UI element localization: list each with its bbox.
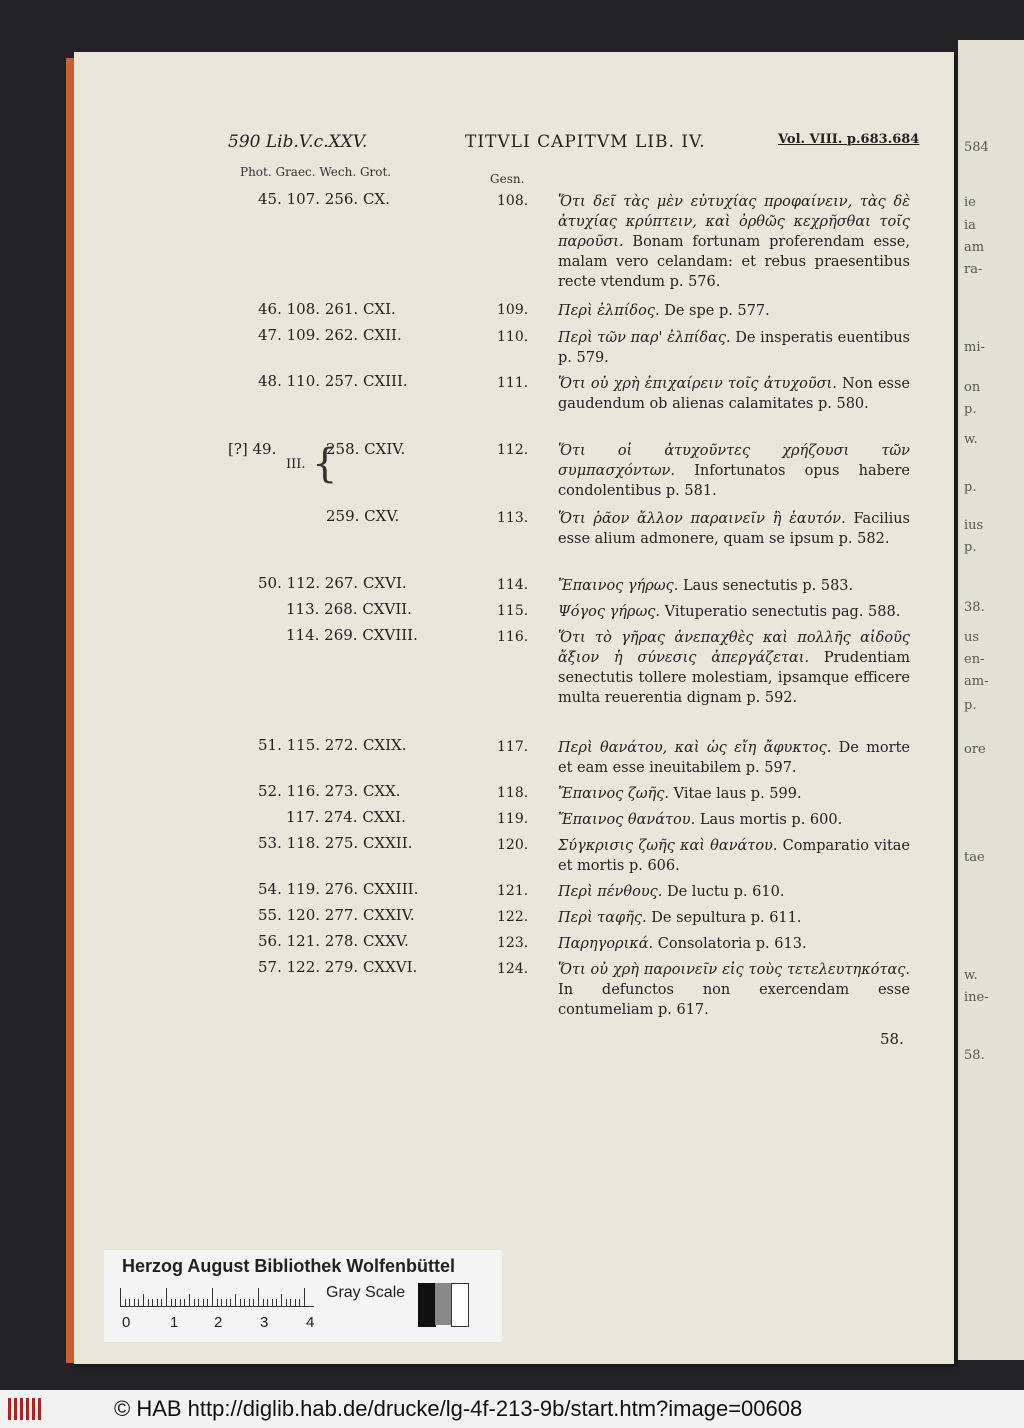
latin-title: Vitae laus p. 599. xyxy=(673,786,802,802)
latin-title: Vituperatio senectutis pag. 588. xyxy=(664,604,901,620)
running-header-left: 590 Lib.V.c.XXV. xyxy=(228,132,368,152)
facing-page-text: p. xyxy=(964,402,977,417)
running-header-title: TITVLI CAPITVM LIB. IV. xyxy=(465,132,706,152)
facing-page-text: p. xyxy=(964,698,977,713)
greek-title: Ὅτι ῥᾶον ἄλλον παραινεῖν ἢ ἑαυτόν. xyxy=(558,511,846,527)
latin-title: Comparatio vitae et mortis p. 606. xyxy=(558,838,911,874)
edition-numbers: 53. 118. 275. CXXII. xyxy=(258,834,413,852)
ruler-tick xyxy=(171,1299,172,1306)
edition-numbers: 52. 116. 273. CXX. xyxy=(258,782,401,800)
chapter-entry xyxy=(558,441,910,501)
latin-title: Laus mortis p. 600. xyxy=(699,812,843,828)
footer-bar xyxy=(0,1390,1024,1428)
ruler-number: 0 xyxy=(122,1314,131,1331)
greek-title: Περὶ ταφῆς. xyxy=(558,910,647,926)
ruler-tick xyxy=(295,1299,296,1306)
edition-numbers: 48. 110. 257. CXIII. xyxy=(258,372,408,390)
ruler-tick xyxy=(221,1299,222,1306)
ruler-tick xyxy=(253,1299,254,1306)
ruler-tick xyxy=(244,1299,245,1306)
facing-page-text: ia xyxy=(964,218,976,233)
ruler-tick xyxy=(281,1294,282,1306)
gesn-number: 114. xyxy=(497,577,529,593)
catchword: 58. xyxy=(880,1030,904,1048)
latin-title: De morte et eam esse ineuitabilem p. 597. xyxy=(558,740,910,776)
latin-title: De insperatis euentibus p. 579. xyxy=(558,330,910,366)
gesn-number: 111. xyxy=(497,375,529,391)
chapter-entry xyxy=(558,836,910,876)
facing-page-text: 584 xyxy=(964,140,989,155)
facing-page-text: ine- xyxy=(964,990,989,1005)
gesn-number: 123. xyxy=(497,935,529,951)
latin-title: Consolatoria p. 613. xyxy=(657,936,807,952)
brace-top: { xyxy=(312,441,338,487)
latin-title: De luctu p. 610. xyxy=(666,884,785,900)
hab-logo-icon xyxy=(38,1398,41,1420)
ruler-tick xyxy=(299,1299,300,1306)
greek-title: Περὶ πένθους. xyxy=(558,884,663,900)
edition-numbers: [?] 49. xyxy=(228,440,277,458)
gesn-number: 110. xyxy=(497,329,529,345)
chapter-entry xyxy=(558,328,910,368)
gray-scale-label: Gray Scale xyxy=(326,1284,406,1301)
greek-title: Ὅτι δεῖ τὰς μὲν εὐτυχίας προφαίνειν, τὰς δὲ ἀτυχίας κρύπτειν, καὶ ὀρθῶς κεχρῆσθαι τοῖς παροῦσι. xyxy=(558,194,910,250)
ruler-tick xyxy=(235,1294,236,1306)
greek-title: Παρηγορικά. xyxy=(558,936,654,952)
ruler-tick xyxy=(148,1299,149,1306)
facing-page-text: ie xyxy=(964,195,976,210)
hab-logo-icon xyxy=(14,1398,17,1420)
hab-logo-icon xyxy=(26,1398,29,1420)
facing-page-text: p. xyxy=(964,540,977,555)
facing-page-text: mi- xyxy=(964,340,985,355)
ruler-tick xyxy=(138,1299,139,1306)
facing-page-text: 58. xyxy=(964,1048,985,1063)
facing-page-text: en- xyxy=(964,652,985,667)
chapter-entry xyxy=(558,628,910,708)
greek-title: Ὅτι οὐ χρὴ παροινεῖν εἰς τοὺς τετελευτηκότας. xyxy=(558,962,910,978)
ruler-tick xyxy=(304,1288,305,1306)
ruler-number: 4 xyxy=(306,1314,315,1331)
greek-title: Ὅτι οὐ χρὴ ἐπιχαίρειν τοῖς ἀτυχοῦσι. xyxy=(558,376,837,392)
footer-copyright-link[interactable]: © HAB http://diglib.hab.de/drucke/lg-4f-213-9b/start.htm?image=00608 xyxy=(114,1396,803,1421)
facing-page-text: us xyxy=(964,630,980,645)
chapter-entry xyxy=(558,810,910,830)
chapter-entry xyxy=(558,374,910,414)
hab-logo-icon xyxy=(20,1398,23,1420)
ruler-tick xyxy=(249,1299,250,1306)
brace-bottom-numbers: 259. CXV. xyxy=(326,507,400,525)
ruler-tick xyxy=(226,1299,227,1306)
ruler-tick xyxy=(203,1299,204,1306)
gray-swatch-black xyxy=(418,1283,436,1327)
ruler-tick xyxy=(286,1299,287,1306)
facing-page-text: ore xyxy=(964,742,986,757)
latin-title: Prudentiam senectutis tollere molestiam, ipsamque efficere multa reuerentia dignam p. 592. xyxy=(558,650,910,706)
column-header-gesn: Gesn. xyxy=(490,172,525,186)
facing-page-text: w. xyxy=(964,968,978,983)
facing-page-text: w. xyxy=(964,432,978,447)
facing-page-text: tae xyxy=(964,850,985,865)
facing-page-text: ius xyxy=(964,518,984,533)
edition-numbers: 56. 121. 278. CXXV. xyxy=(258,932,409,950)
ruler-tick xyxy=(166,1288,167,1306)
gesn-number: 109. xyxy=(497,302,529,318)
chapter-entry xyxy=(558,882,910,902)
greek-title: Ὅτι οἱ ἀτυχοῦντες χρήζουσι τῶν συμπασχόντων. xyxy=(558,443,910,479)
gesn-number: 117. xyxy=(497,739,529,755)
edition-numbers: 114. 269. CXVIII. xyxy=(286,626,418,644)
greek-title: Ψόγος γήρως. xyxy=(558,604,661,620)
cm-ruler xyxy=(120,1286,314,1307)
ruler-tick xyxy=(207,1299,208,1306)
ruler-tick xyxy=(240,1299,241,1306)
ruler-tick xyxy=(194,1299,195,1306)
gesn-number: 113. xyxy=(497,510,529,526)
facing-page-text: p. xyxy=(964,480,977,495)
ruler-tick xyxy=(134,1299,135,1306)
brace-top-numbers: 258. CXIV. xyxy=(326,440,406,458)
ruler-tick xyxy=(125,1299,126,1306)
ruler-tick xyxy=(198,1299,199,1306)
ruler-tick xyxy=(184,1299,185,1306)
facing-page-text: 38. xyxy=(964,600,985,615)
latin-title: De sepultura p. 611. xyxy=(651,910,802,926)
ruler-number: 1 xyxy=(170,1314,179,1331)
ruler-tick xyxy=(120,1288,121,1306)
chapter-entry xyxy=(558,934,910,954)
ruler-tick xyxy=(143,1294,144,1306)
gesn-number: 118. xyxy=(497,785,529,801)
greek-title: Ἔπαινος θανάτου. xyxy=(558,812,696,828)
gesn-number: 116. xyxy=(497,629,529,645)
ruler-number: 3 xyxy=(260,1314,269,1331)
gray-swatch-white xyxy=(451,1283,469,1327)
greek-title: Σύγκρισις ζωῆς καὶ θανάτου. xyxy=(558,838,778,854)
gesn-number: 122. xyxy=(497,909,529,925)
running-header-right: Vol. VIII. p.683.684 xyxy=(778,132,920,147)
brace-prefix: III. xyxy=(286,457,306,472)
gesn-number: 120. xyxy=(497,837,529,853)
gesn-number: 108. xyxy=(497,193,529,209)
chapter-entry xyxy=(558,576,910,596)
edition-numbers: 117. 274. CXXI. xyxy=(286,808,406,826)
facing-page-edge xyxy=(958,40,1024,1360)
edition-numbers: 47. 109. 262. CXII. xyxy=(258,326,402,344)
gray-swatch-gray xyxy=(435,1283,451,1325)
edition-numbers: 45. 107. 256. CX. xyxy=(258,190,390,208)
ruler-number: 2 xyxy=(214,1314,223,1331)
facing-page-text: am- xyxy=(964,674,989,689)
facing-page-text: am xyxy=(964,240,985,255)
gesn-number: 124. xyxy=(497,961,529,977)
ruler-tick xyxy=(157,1299,158,1306)
greek-title: Ἔπαινος ζωῆς. xyxy=(558,786,670,802)
greek-title: Ἔπαινος γήρως. xyxy=(558,578,679,594)
ruler-tick xyxy=(290,1299,291,1306)
latin-title: Non esse gaudendum ob alienas calamitates p. 580. xyxy=(558,376,911,412)
edition-numbers: 54. 119. 276. CXXIII. xyxy=(258,880,419,898)
ruler-tick xyxy=(230,1299,231,1306)
gesn-number: 119. xyxy=(497,811,529,827)
ruler-tick xyxy=(152,1299,153,1306)
edition-numbers: 113. 268. CXVII. xyxy=(286,600,412,618)
ruler-tick xyxy=(258,1288,259,1306)
chapter-entry xyxy=(558,192,910,292)
ruler-tick xyxy=(180,1299,181,1306)
gesn-number: 121. xyxy=(497,883,529,899)
latin-title: Infortunatos opus habere condolentibus p. 581. xyxy=(558,463,910,499)
library-name: Herzog August Bibliothek Wolfenbüttel xyxy=(122,1256,455,1276)
ruler-tick xyxy=(189,1294,190,1306)
library-scale-label xyxy=(104,1250,502,1342)
ruler-tick xyxy=(175,1299,176,1306)
latin-title: In defunctos non exercendam esse contumeliam p. 617. xyxy=(558,982,910,1018)
latin-title: De spe p. 577. xyxy=(664,303,770,319)
chapter-entry xyxy=(558,301,910,321)
greek-title: Ὅτι τὸ γῆρας ἀνεπαχθὲς καὶ πολλῆς αἰδοῦς ἄξιον ἡ σύνεσις ἀπεργάζεται. xyxy=(558,630,910,666)
chapter-entry xyxy=(558,738,910,778)
ruler-tick xyxy=(161,1299,162,1306)
ruler-tick xyxy=(217,1299,218,1306)
chapter-entry xyxy=(558,509,910,549)
gesn-number: 112. xyxy=(497,442,529,458)
facing-page-text: ra- xyxy=(964,262,983,277)
ruler-tick xyxy=(263,1299,264,1306)
greek-title: Περὶ θανάτου, καὶ ὡς εἴη ἄφυκτος. xyxy=(558,740,832,756)
hab-logo-icon xyxy=(32,1398,35,1420)
ruler-tick xyxy=(276,1299,277,1306)
latin-title: Bonam fortunam proferendam esse, malam vero celandam: et rebus praesentibus recte vtendum p. 576. xyxy=(558,234,910,290)
facing-page-text: on xyxy=(964,380,981,395)
hab-logo-icon xyxy=(8,1398,11,1420)
ruler-tick xyxy=(129,1299,130,1306)
edition-numbers: 50. 112. 267. CXVI. xyxy=(258,574,407,592)
chapter-entry xyxy=(558,602,910,622)
latin-title: Facilius esse alium admonere, quam se ipsum p. 582. xyxy=(558,511,911,547)
chapter-entry xyxy=(558,908,910,928)
edition-numbers: 46. 108. 261. CXI. xyxy=(258,300,396,318)
column-header-editions: Phot. Graec. Wech. Grot. xyxy=(240,165,392,179)
greek-title: Περὶ τῶν παρ' ἐλπίδας. xyxy=(558,330,731,346)
greek-title: Περὶ ἐλπίδος. xyxy=(558,303,660,319)
ruler-tick xyxy=(272,1299,273,1306)
ruler-tick xyxy=(267,1299,268,1306)
chapter-entry xyxy=(558,960,910,1020)
edition-numbers: 51. 115. 272. CXIX. xyxy=(258,736,407,754)
latin-title: Laus senectutis p. 583. xyxy=(682,578,854,594)
edition-numbers: 55. 120. 277. CXXIV. xyxy=(258,906,415,924)
ruler-tick xyxy=(212,1288,213,1306)
chapter-entry xyxy=(558,784,910,804)
edition-numbers: 57. 122. 279. CXXVI. xyxy=(258,958,418,976)
gesn-number: 115. xyxy=(497,603,529,619)
